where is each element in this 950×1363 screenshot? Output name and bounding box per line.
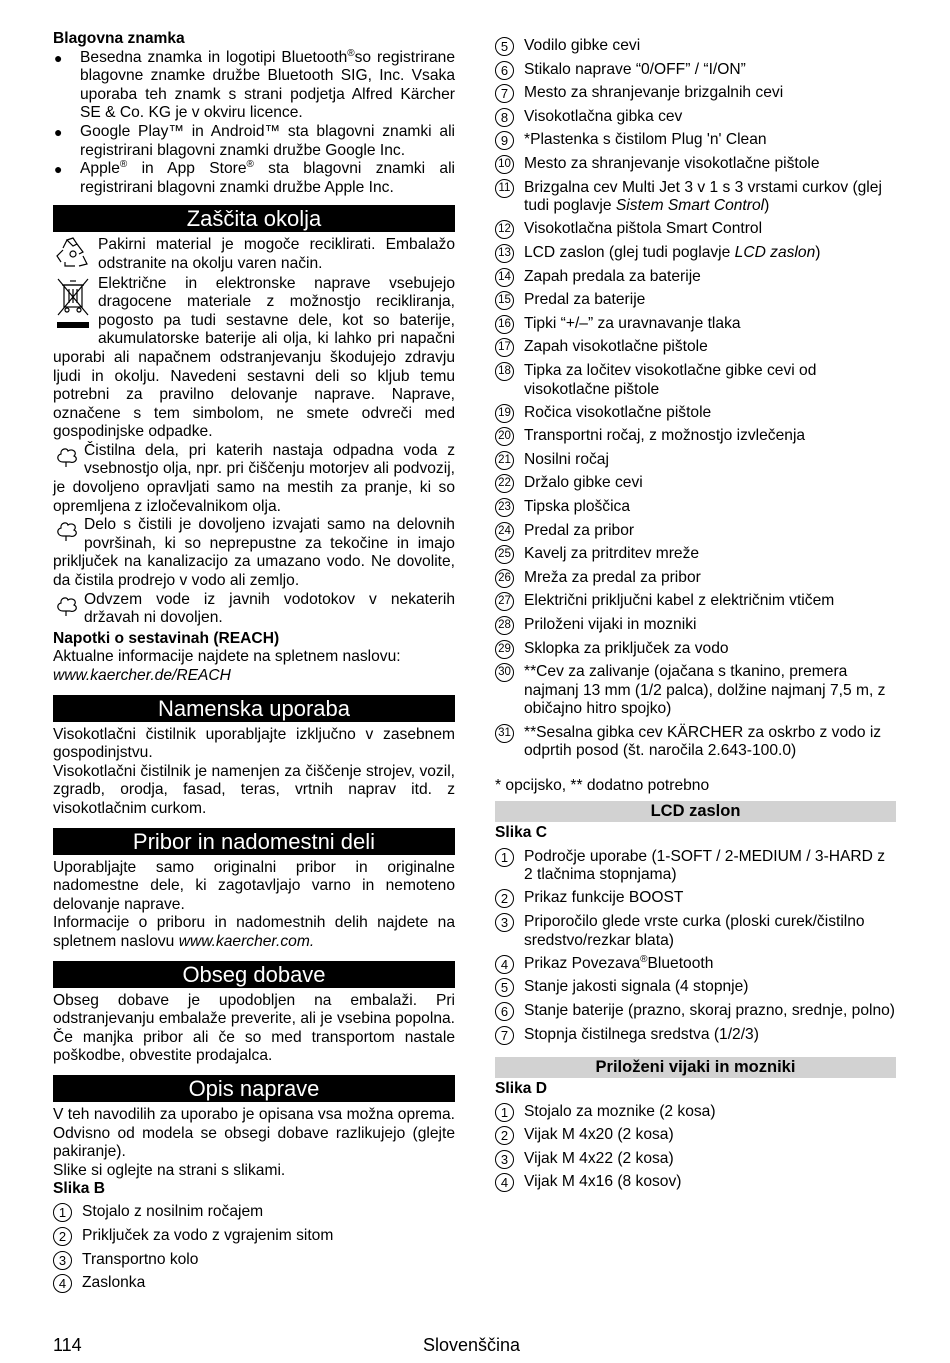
item-number-badge: 5	[495, 978, 514, 997]
desc-paragraph-2: Slike si oglejte na strani s slikami.	[53, 1161, 286, 1179]
text: Tipki “+/–” za uravnavanje tlaka	[524, 314, 741, 332]
text: in App Store	[127, 160, 247, 178]
list-item	[495, 179, 896, 216]
item-number-badge: 7	[495, 84, 514, 103]
section-title-intended-use: Namenska uporaba	[53, 695, 455, 722]
item-number-badge: 10	[495, 155, 514, 174]
bullet-icon: ●	[54, 123, 63, 140]
trademark-bullet-3	[53, 160, 455, 197]
item-text	[524, 889, 896, 908]
text: Stojalo z nosilnim ročajem	[82, 1203, 264, 1221]
item-number-badge: 21	[495, 451, 514, 470]
reach-heading: Napotki o sestavinah (REACH)	[53, 629, 280, 647]
item-text	[524, 569, 896, 588]
list-item	[495, 61, 896, 80]
section-title-lcd: LCD zaslon	[495, 801, 896, 822]
list-item	[495, 338, 896, 357]
cross-reference: LCD zaslon	[734, 243, 816, 261]
item-text	[524, 616, 896, 635]
item-text	[524, 913, 896, 950]
use-paragraph-1: Visokotlačni čistilnik uporabljajte izključno v zasebnem gospodinjstvu.	[53, 725, 455, 762]
text: Delo s čistili je dovoljeno izvajati samo na delovnih površinah, ki so neprepustne za tekočine in imajo priključek na kanalizacijo za umazano vodo. Ne dovolite, da čistila prodrejo v vodo ali zemljo.	[53, 516, 455, 590]
item-text	[524, 220, 896, 239]
text: sta blagovni znamki ali registrirani blagovni znamki družbe Apple Inc.	[80, 160, 455, 196]
text: Držalo gibke cevi	[524, 474, 643, 492]
item-text	[524, 498, 896, 517]
item-text	[524, 338, 896, 357]
acc-paragraph-2	[53, 914, 455, 951]
accessories-url[interactable]: www.kaercher.com.	[178, 932, 315, 950]
item-number-badge: 13	[495, 244, 514, 263]
text: Mesto za shranjevanje brizgalnih cevi	[524, 84, 784, 102]
item-number-badge: 18	[495, 362, 514, 381]
item-number-badge: 22	[495, 474, 514, 493]
trademark-bullet-1	[53, 49, 455, 123]
item-number-badge: 29	[495, 640, 514, 659]
list-item	[495, 724, 896, 761]
item-text	[82, 1251, 455, 1270]
oil-water-icon	[53, 593, 81, 617]
text: Priloženi vijaki in mozniki	[524, 616, 697, 634]
item-text	[524, 1002, 896, 1021]
item-text	[524, 451, 896, 470]
item-number-badge: 5	[495, 37, 514, 56]
language-label: Slovenščina	[423, 1335, 521, 1355]
item-text	[524, 978, 896, 997]
right-column	[495, 37, 896, 1192]
list-item	[53, 1203, 455, 1222]
figure-c-label: Slika C	[495, 824, 548, 842]
text: Odvzem vode iz javnih vodotokov v nekaterih državah ni dovoljen.	[84, 590, 455, 627]
text: Stanje jakosti signala (4 stopnje)	[524, 978, 749, 996]
text: Kavelj za pritrditev mreže	[524, 545, 700, 563]
text: Predal za pribor	[524, 521, 635, 539]
list-item	[495, 889, 896, 908]
text: Mreža za predal za pribor	[524, 568, 701, 586]
item-text	[524, 315, 896, 334]
item-text	[524, 663, 896, 719]
text: LCD zaslon (glej tudi poglavje	[524, 243, 735, 261]
item-text	[524, 179, 896, 216]
item-number-badge: 3	[53, 1251, 72, 1270]
item-text	[524, 37, 896, 56]
text: Vijak M 4x22 (2 kosa)	[524, 1149, 674, 1167]
list-item	[495, 978, 896, 997]
item-number-badge: 23	[495, 498, 514, 517]
text: Priključek za vodo z vgrajenim sitom	[82, 1227, 334, 1245]
item-number-badge: 8	[495, 108, 514, 127]
item-text	[524, 474, 896, 493]
registered-mark: ®	[640, 953, 648, 965]
text: Visokotlačna gibka cev	[524, 107, 683, 125]
item-number-badge: 2	[495, 889, 514, 908]
list-item	[495, 569, 896, 588]
item-number-badge: 26	[495, 569, 514, 588]
env-paragraph-oil	[53, 442, 455, 516]
list-item	[495, 362, 896, 399]
oil-water-icon	[53, 518, 81, 542]
item-number-badge: 7	[495, 1026, 514, 1045]
list-item	[495, 640, 896, 659]
item-text	[82, 1227, 455, 1246]
item-number-badge: 1	[53, 1203, 72, 1222]
text: Zaslonka	[82, 1274, 146, 1292]
text: Stopnja čistilnega sredstva (1/2/3)	[524, 1025, 759, 1043]
text: Čistilna dela, pri katerih nastaja odpadna voda z vsebnostjo olja, npr. pri čiščenju motorjev ali podvozij, je dovoljeno opravljati samo na mestih za pranje, ki so opremljena z izločevalnikom olja.	[53, 441, 455, 515]
text: Nosilni ročaj	[524, 450, 609, 468]
item-number-badge: 4	[53, 1274, 72, 1293]
text: Brizgalna cev Multi Jet 3 v 1 s 3 vrstami curkov (glej tudi poglavje	[524, 178, 882, 215]
item-text	[82, 1203, 455, 1222]
list-item	[495, 545, 896, 564]
section-title-screws: Priloženi vijaki in mozniki	[495, 1057, 896, 1078]
text: Stanje baterije (prazno, skoraj prazno, srednje, polno)	[524, 1001, 895, 1019]
item-text	[524, 1173, 896, 1192]
list-item	[53, 1227, 455, 1246]
text: Informacije o priboru in nadomestnih delih najdete na spletnem naslovu	[53, 914, 455, 950]
env-paragraph-detergent	[53, 516, 455, 590]
list-item	[495, 244, 896, 263]
text: Področje uporabe (1-SOFT / 2-MEDIUM / 3-HARD z 2 tlačnima stopnjama)	[524, 847, 886, 884]
env-paragraph-weee	[53, 275, 455, 442]
item-text	[524, 404, 896, 423]
item-number-badge: 20	[495, 427, 514, 446]
list-item	[495, 291, 896, 310]
text: Transportno kolo	[82, 1250, 199, 1268]
item-text	[524, 268, 896, 287]
text: Mesto za shranjevanje visokotlačne pištole	[524, 154, 820, 172]
list-item	[495, 522, 896, 541]
figure-d-list	[495, 1103, 896, 1193]
text: Apple	[80, 160, 120, 178]
text: Bluetooth	[647, 954, 714, 972]
reach-text: Aktualne informacije najdete na spletnem naslovu:	[53, 648, 401, 666]
list-item	[495, 1103, 896, 1122]
list-item	[495, 1126, 896, 1145]
env-paragraph-water	[53, 591, 455, 628]
item-text	[524, 592, 896, 611]
text: Priporočilo glede vrste curka (ploski curek/čistilno sredstvo/rezkar blata)	[524, 912, 865, 949]
text: *Plastenka s čistilom Plug 'n' Clean	[524, 131, 767, 149]
text: Tipka za ločitev visokotlačne gibke cevi od visokotlačne pištole	[524, 361, 817, 398]
list-item	[495, 404, 896, 423]
text: so registrirane blagovne znamke družbe Bluetooth SIG, Inc. Vsaka uporaba teh znamk s strani podjetja Alfred Kärcher SE & Co. KG je v okviru licence.	[80, 48, 456, 122]
item-text	[524, 848, 896, 885]
text: Električne in elektronske naprave vsebujejo dragocene materiale z možnostjo recikliranja, pogosto pa tudi sestavne dele, kot so baterije, akumulatorske baterije ali olja, ki lahko pri napačni uporabi ali napačnem odstranjevanju škodujejo zdravju ljudi in okolju. Navedeni sestavni deli so kljub temu potrebni za pravilno delovanje naprave. Naprave, označene s tem simbolom, ne smete odvreči med gospodinjske odpadke.	[53, 274, 455, 441]
item-text	[524, 427, 896, 446]
trademark-heading: Blagovna znamka	[53, 30, 185, 47]
list-item	[495, 848, 896, 885]
recycle-icon	[53, 236, 93, 272]
text: Stojalo za moznike (2 kosa)	[524, 1102, 716, 1120]
item-number-badge: 6	[495, 1002, 514, 1021]
page-number: 114	[53, 1335, 82, 1355]
item-number-badge: 25	[495, 545, 514, 564]
text: Vijak M 4x16 (8 kosov)	[524, 1173, 682, 1191]
list-item	[495, 108, 896, 127]
item-number-badge: 27	[495, 592, 514, 611]
item-number-badge: 14	[495, 268, 514, 287]
text: Visokotlačna pištola Smart Control	[524, 220, 763, 238]
figure-b-list	[53, 1203, 455, 1293]
text: Tipska ploščica	[524, 498, 631, 516]
env-paragraph-recycle	[53, 236, 455, 273]
item-number-badge: 2	[53, 1227, 72, 1246]
figure-d-label: Slika D	[495, 1079, 548, 1097]
text: Vijak M 4x20 (2 kosa)	[524, 1126, 674, 1144]
text: **Cev za zalivanje (ojačana s tkanino, premera najmanj 13 mm (1/2 palca), dolžine najmanj 7,5 m, z običajno hitro spojko)	[524, 663, 886, 718]
reach-url[interactable]: www.kaercher.de/REACH	[53, 667, 231, 684]
item-number-badge: 6	[495, 61, 514, 80]
item-text	[524, 640, 896, 659]
cross-reference: Sistem Smart Control	[615, 197, 765, 215]
item-number-badge: 9	[495, 131, 514, 150]
item-text	[524, 61, 896, 80]
text: )	[764, 197, 770, 215]
item-number-badge: 3	[495, 1150, 514, 1169]
crossed-bin-icon	[53, 275, 93, 333]
item-number-badge: 17	[495, 338, 514, 357]
list-item	[495, 1150, 896, 1169]
list-item	[495, 84, 896, 103]
section-title-description: Opis naprave	[53, 1075, 455, 1102]
list-item	[495, 155, 896, 174]
bullet-icon: ●	[54, 49, 63, 66]
list-item	[495, 955, 896, 974]
item-text	[524, 1150, 896, 1169]
list-item	[495, 131, 896, 150]
item-text	[524, 724, 896, 761]
list-item	[495, 913, 896, 950]
item-number-badge: 1	[495, 1103, 514, 1122]
item-number-badge: 2	[495, 1126, 514, 1145]
trademark-bullet-2	[53, 123, 455, 160]
item-text	[524, 522, 896, 541]
item-number-badge: 30	[495, 663, 514, 682]
item-number-badge: 1	[495, 848, 514, 867]
item-text	[524, 1103, 896, 1122]
item-number-badge: 12	[495, 220, 514, 239]
item-number-badge: 11	[495, 179, 514, 198]
list-item	[495, 1173, 896, 1192]
list-item	[53, 1251, 455, 1270]
text: Zapah predala za baterije	[524, 267, 701, 285]
item-number-badge: 3	[495, 913, 514, 932]
list-item	[495, 616, 896, 635]
list-item	[495, 1026, 896, 1045]
section-title-scope: Obseg dobave	[53, 961, 455, 988]
item-text	[82, 1274, 455, 1293]
list-item	[495, 427, 896, 446]
list-item	[495, 592, 896, 611]
list-item	[495, 1002, 896, 1021]
left-column	[53, 30, 455, 1293]
item-number-badge: 31	[495, 724, 514, 743]
text: Stikalo naprave “0/OFF” / “I/ON”	[524, 60, 746, 78]
bullet-icon: ●	[54, 161, 63, 178]
item-text	[524, 155, 896, 174]
list-item	[53, 1274, 455, 1293]
item-text	[524, 291, 896, 310]
text: Prikaz funkcije BOOST	[524, 889, 684, 907]
desc-paragraph-1: V teh navodilih za uporabo je opisana vsa možna oprema. Odvisno od modela se obsegi dobave razlikujejo (glejte pakiranje).	[53, 1105, 455, 1161]
section-title-accessories: Pribor in nadomestni deli	[53, 828, 455, 855]
item-number-badge: 28	[495, 616, 514, 635]
section-title-environment: Zaščita okolja	[53, 205, 455, 232]
text: Pakirni material je mogoče reciklirati. Embalažo odstranite na okolju varen način.	[98, 236, 455, 272]
list-item	[495, 451, 896, 470]
list-item	[495, 315, 896, 334]
text: **Sesalna gibka cev KÄRCHER za oskrbo z vodo iz odprtih posod (št. naročila 2.643-100.0)	[524, 723, 882, 760]
text: Google Play™ in Android™ sta blagovni znamki ali registrirani blagovni znamki družbe Google Inc.	[80, 122, 455, 159]
figure-b-label: Slika B	[53, 1180, 106, 1198]
text: Prikaz Povezava	[524, 954, 641, 972]
item-text	[524, 1126, 896, 1145]
item-number-badge: 4	[495, 955, 514, 974]
text: Transportni ročaj, z možnostjo izvlečenja	[524, 427, 806, 445]
item-text	[524, 545, 896, 564]
list-item	[495, 268, 896, 287]
list-item	[495, 220, 896, 239]
footnote: * opcijsko, ** dodatno potrebno	[495, 776, 710, 794]
scope-paragraph: Obseg dobave je upodobljen na embalaži. Pri odstranjevanju embalaže preverite, ali je vsebina popolna. Če manjka pribor ali če so med transportom nastale poškodbe, obvestite prodajalca.	[53, 991, 455, 1065]
item-number-badge: 15	[495, 291, 514, 310]
registered-mark: ®	[347, 47, 355, 59]
item-text	[524, 84, 896, 103]
text: Besedna znamka in logotipi Bluetooth	[80, 48, 348, 66]
acc-paragraph-1: Uporabljajte samo originalni pribor in originalne nadomestne dele, ki zagotavljajo varno in nemoteno delovanje naprave.	[53, 858, 455, 913]
text: Ročica visokotlačne pištole	[524, 403, 712, 421]
item-text	[524, 108, 896, 127]
item-number-badge: 4	[495, 1173, 514, 1192]
registered-mark: ®	[119, 158, 128, 170]
text: Zapah visokotlačne pištole	[524, 338, 708, 356]
text: )	[815, 243, 821, 261]
list-item	[495, 663, 896, 719]
item-number-badge: 24	[495, 522, 514, 541]
text: Električni priključni kabel z električnim vtičem	[524, 592, 835, 610]
item-text	[524, 362, 896, 399]
list-item	[495, 474, 896, 493]
item-text	[524, 131, 896, 150]
figure-b-list-continued	[495, 37, 896, 761]
text: Predal za baterije	[524, 291, 646, 309]
item-text	[524, 955, 896, 974]
item-text	[524, 1026, 896, 1045]
list-item	[495, 37, 896, 56]
text: Sklopka za priključek za vodo	[524, 639, 729, 657]
list-item	[495, 498, 896, 517]
text: Vodilo gibke cevi	[524, 37, 641, 54]
item-number-badge: 19	[495, 404, 514, 423]
figure-c-list	[495, 848, 896, 1045]
item-number-badge: 16	[495, 315, 514, 334]
use-paragraph-2: Visokotlačni čistilnik je namenjen za čiščenje strojev, vozil, zgradb, orodja, fasad, teras, vrtnih naprav itd. z visokotlačnim curkom.	[53, 762, 455, 817]
oil-water-icon	[53, 444, 81, 468]
item-text	[524, 244, 896, 263]
registered-mark: ®	[246, 158, 254, 170]
